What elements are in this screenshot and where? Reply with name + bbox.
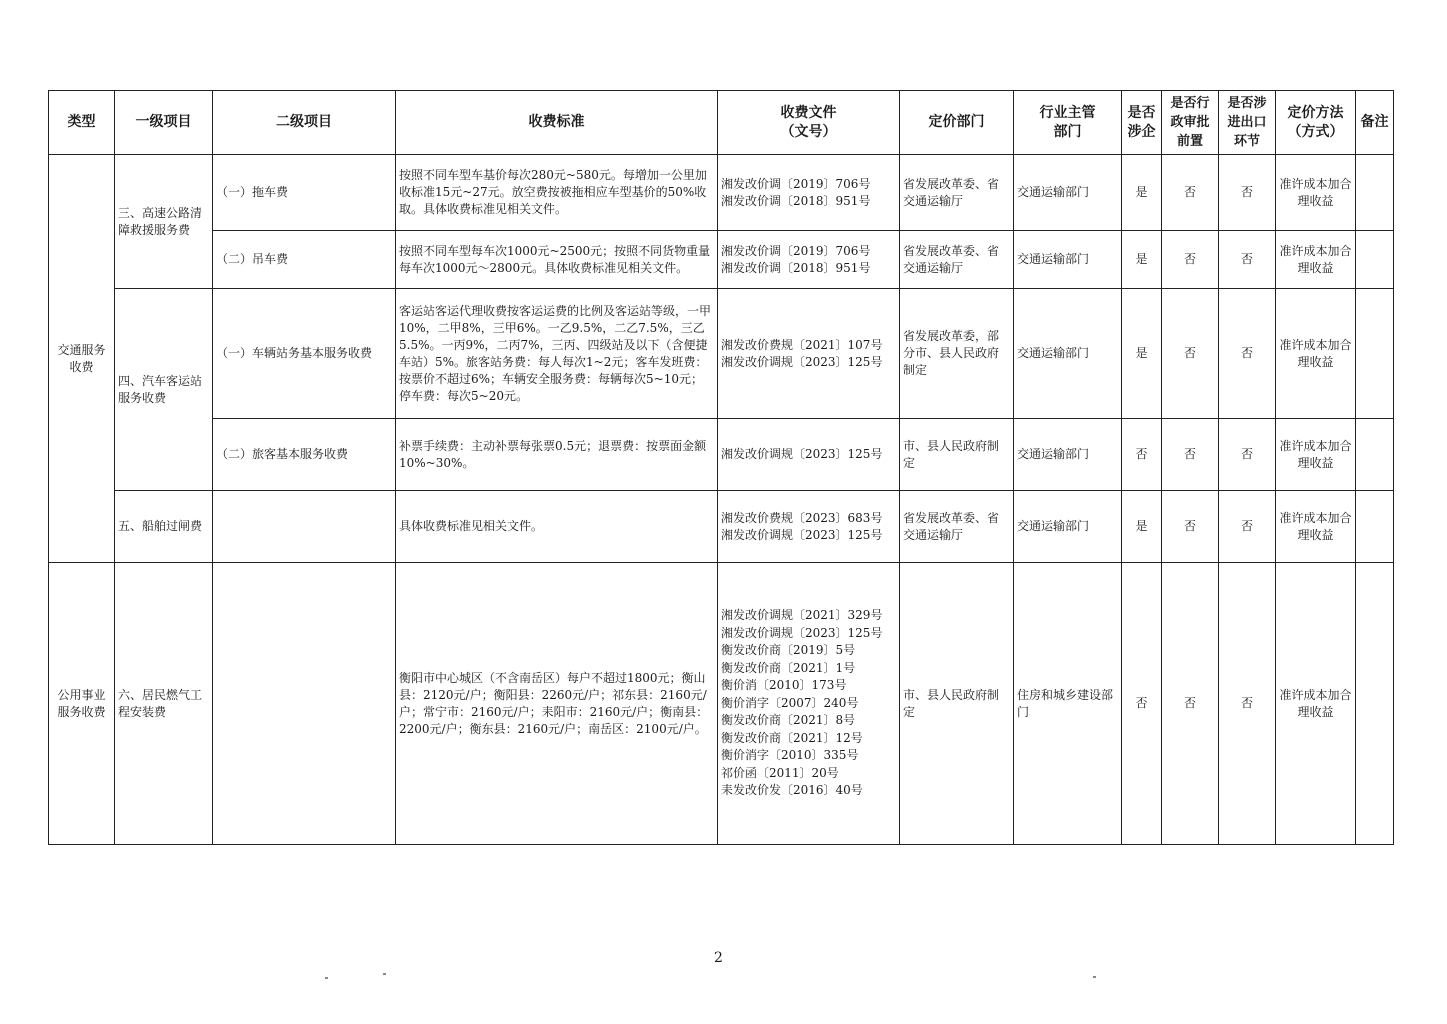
level1-cell: 三、高速公路清障救援服务费 (115, 155, 213, 289)
import-export-cell: 否 (1219, 289, 1276, 419)
import-export-cell: 否 (1219, 155, 1276, 231)
table-row (49, 155, 1394, 231)
level2-cell: （二）旅客基本服务收费 (213, 419, 396, 491)
pricing-dept-cell: 省发展改革委、省交通运输厅 (900, 231, 1014, 289)
table-row (49, 563, 1394, 845)
fee-catalog-table (48, 90, 1394, 845)
level1-cell: 六、居民燃气工程安装费 (115, 563, 213, 845)
docs-cell: 湘发改价费规〔2021〕107号 湘发改价调规〔2023〕125号 (718, 289, 900, 419)
level2-cell (213, 563, 396, 845)
header-row (49, 91, 1394, 155)
industry-dept-cell: 住房和城乡建设部门 (1014, 563, 1122, 845)
standard-cell: 按照不同车型每车次1000元~2500元；按照不同货物重量每车次1000元～2800元。具体收费标准见相关文件。 (396, 231, 718, 289)
pricing-dept-cell: 市、县人民政府制定 (900, 563, 1014, 845)
col-header-level2: 二级项目 (213, 91, 396, 155)
type-cell: 公用事业 服务收费 (49, 563, 115, 845)
import-export-cell: 否 (1219, 563, 1276, 845)
note-cell (1356, 155, 1394, 231)
col-header-enterprise: 是否 涉企 (1122, 91, 1162, 155)
pricing-dept-cell: 省发展改革委、省交通运输厅 (900, 155, 1014, 231)
method-cell: 准许成本加合理收益 (1276, 563, 1356, 845)
approval-cell: 否 (1162, 155, 1219, 231)
note-cell (1356, 563, 1394, 845)
approval-cell: 否 (1162, 563, 1219, 845)
level1-cell: 四、汽车客运站服务收费 (115, 289, 213, 491)
scan-speck (383, 973, 386, 975)
industry-dept-cell: 交通运输部门 (1014, 231, 1122, 289)
method-cell: 准许成本加合理收益 (1276, 289, 1356, 419)
standard-cell: 客运站客运代理收费按客运运费的比例及客运站等级，一甲10%，二甲8%，三甲6%。一乙9.5%，二乙7.5%，三乙5.5%。一丙9%，二丙7%，三丙、四级站及以下（含便捷车站）5%。旅客站务费：每人每次1~2元；客车发班费：按票价不超过6%；车辆安全服务费：每辆每次5~10元；停车费：每次5~20元。 (396, 289, 718, 419)
level2-cell: （一）拖车费 (213, 155, 396, 231)
standard-cell: 按照不同车型车基价每次280元~580元。每增加一公里加收标准15元~27元。放空费按被拖相应车型基价的50%收取。具体收费标准见相关文件。 (396, 155, 718, 231)
industry-dept-cell: 交通运输部门 (1014, 289, 1122, 419)
enterprise-cell: 否 (1122, 419, 1162, 491)
pricing-dept-cell: 省发展改革委、省交通运输厅 (900, 491, 1014, 563)
docs-cell: 湘发改价调〔2019〕706号 湘发改价调〔2018〕951号 (718, 155, 900, 231)
import-export-cell: 否 (1219, 419, 1276, 491)
enterprise-cell: 否 (1122, 563, 1162, 845)
note-cell (1356, 231, 1394, 289)
approval-cell: 否 (1162, 491, 1219, 563)
standard-cell: 补票手续费：主动补票每张票0.5元；退票费：按票面金额10%~30%。 (396, 419, 718, 491)
enterprise-cell: 是 (1122, 289, 1162, 419)
level2-cell (213, 491, 396, 563)
col-header-industry-dept: 行业主管 部门 (1014, 91, 1122, 155)
approval-cell: 否 (1162, 419, 1219, 491)
col-header-level1: 一级项目 (115, 91, 213, 155)
industry-dept-cell: 交通运输部门 (1014, 491, 1122, 563)
scan-speck (325, 977, 328, 979)
note-cell (1356, 491, 1394, 563)
scan-speck (1093, 976, 1096, 978)
col-header-pricing-dept: 定价部门 (900, 91, 1014, 155)
method-cell: 准许成本加合理收益 (1276, 155, 1356, 231)
enterprise-cell: 是 (1122, 491, 1162, 563)
method-cell: 准许成本加合理收益 (1276, 231, 1356, 289)
docs-cell: 湘发改价调规〔2021〕329号 湘发改价调规〔2023〕125号 衡发改价商〔2019〕5号 衡发改价商〔2021〕1号 衡价消〔2010〕173号 衡价消字〔2007〕240号 衡发改价商〔2021〕8号 衡发改价商〔2021〕12号 衡价消字〔2010〕335号 祁价函〔2011〕20号 耒发改价发〔2016〕40号 (718, 563, 900, 845)
docs-cell: 湘发改价费规〔2023〕683号 湘发改价调规〔2023〕125号 (718, 491, 900, 563)
method-cell: 准许成本加合理收益 (1276, 491, 1356, 563)
level2-cell: （二）吊车费 (213, 231, 396, 289)
industry-dept-cell: 交通运输部门 (1014, 419, 1122, 491)
col-header-approval: 是否行 政审批 前置 (1162, 91, 1219, 155)
col-header-type: 类型 (49, 91, 115, 155)
standard-cell: 具体收费标准见相关文件。 (396, 491, 718, 563)
col-header-import-export: 是否涉 进出口 环节 (1219, 91, 1276, 155)
note-cell (1356, 289, 1394, 419)
approval-cell: 否 (1162, 231, 1219, 289)
level2-cell: （一）车辆站务基本服务收费 (213, 289, 396, 419)
table-row (49, 491, 1394, 563)
standard-cell: 衡阳市中心城区（不含南岳区）每户不超过1800元；衡山县：2120元/户；衡阳县：2260元/户；祁东县：2160元/户；常宁市：2160元/户；耒阳市：2160元/户；衡南县：2200元/户；衡东县：2160元/户；南岳区：2100元/户。 (396, 563, 718, 845)
col-header-method: 定价方法 （方式） (1276, 91, 1356, 155)
pricing-dept-cell: 市、县人民政府制定 (900, 419, 1014, 491)
enterprise-cell: 是 (1122, 231, 1162, 289)
col-header-docs: 收费文件 （文号） (718, 91, 900, 155)
method-cell: 准许成本加合理收益 (1276, 419, 1356, 491)
type-cell: 交通服务 收费 (49, 155, 115, 563)
table-row (49, 419, 1394, 491)
col-header-note: 备注 (1356, 91, 1394, 155)
page-number: 2 (714, 950, 723, 966)
docs-cell: 湘发改价调规〔2023〕125号 (718, 419, 900, 491)
table-row (49, 289, 1394, 419)
docs-cell: 湘发改价调〔2019〕706号 湘发改价调〔2018〕951号 (718, 231, 900, 289)
import-export-cell: 否 (1219, 491, 1276, 563)
industry-dept-cell: 交通运输部门 (1014, 155, 1122, 231)
note-cell (1356, 419, 1394, 491)
import-export-cell: 否 (1219, 231, 1276, 289)
table-row (49, 231, 1394, 289)
enterprise-cell: 是 (1122, 155, 1162, 231)
col-header-standard: 收费标准 (396, 91, 718, 155)
level1-cell: 五、船舶过闸费 (115, 491, 213, 563)
approval-cell: 否 (1162, 289, 1219, 419)
pricing-dept-cell: 省发展改革委，部分市、县人民政府制定 (900, 289, 1014, 419)
